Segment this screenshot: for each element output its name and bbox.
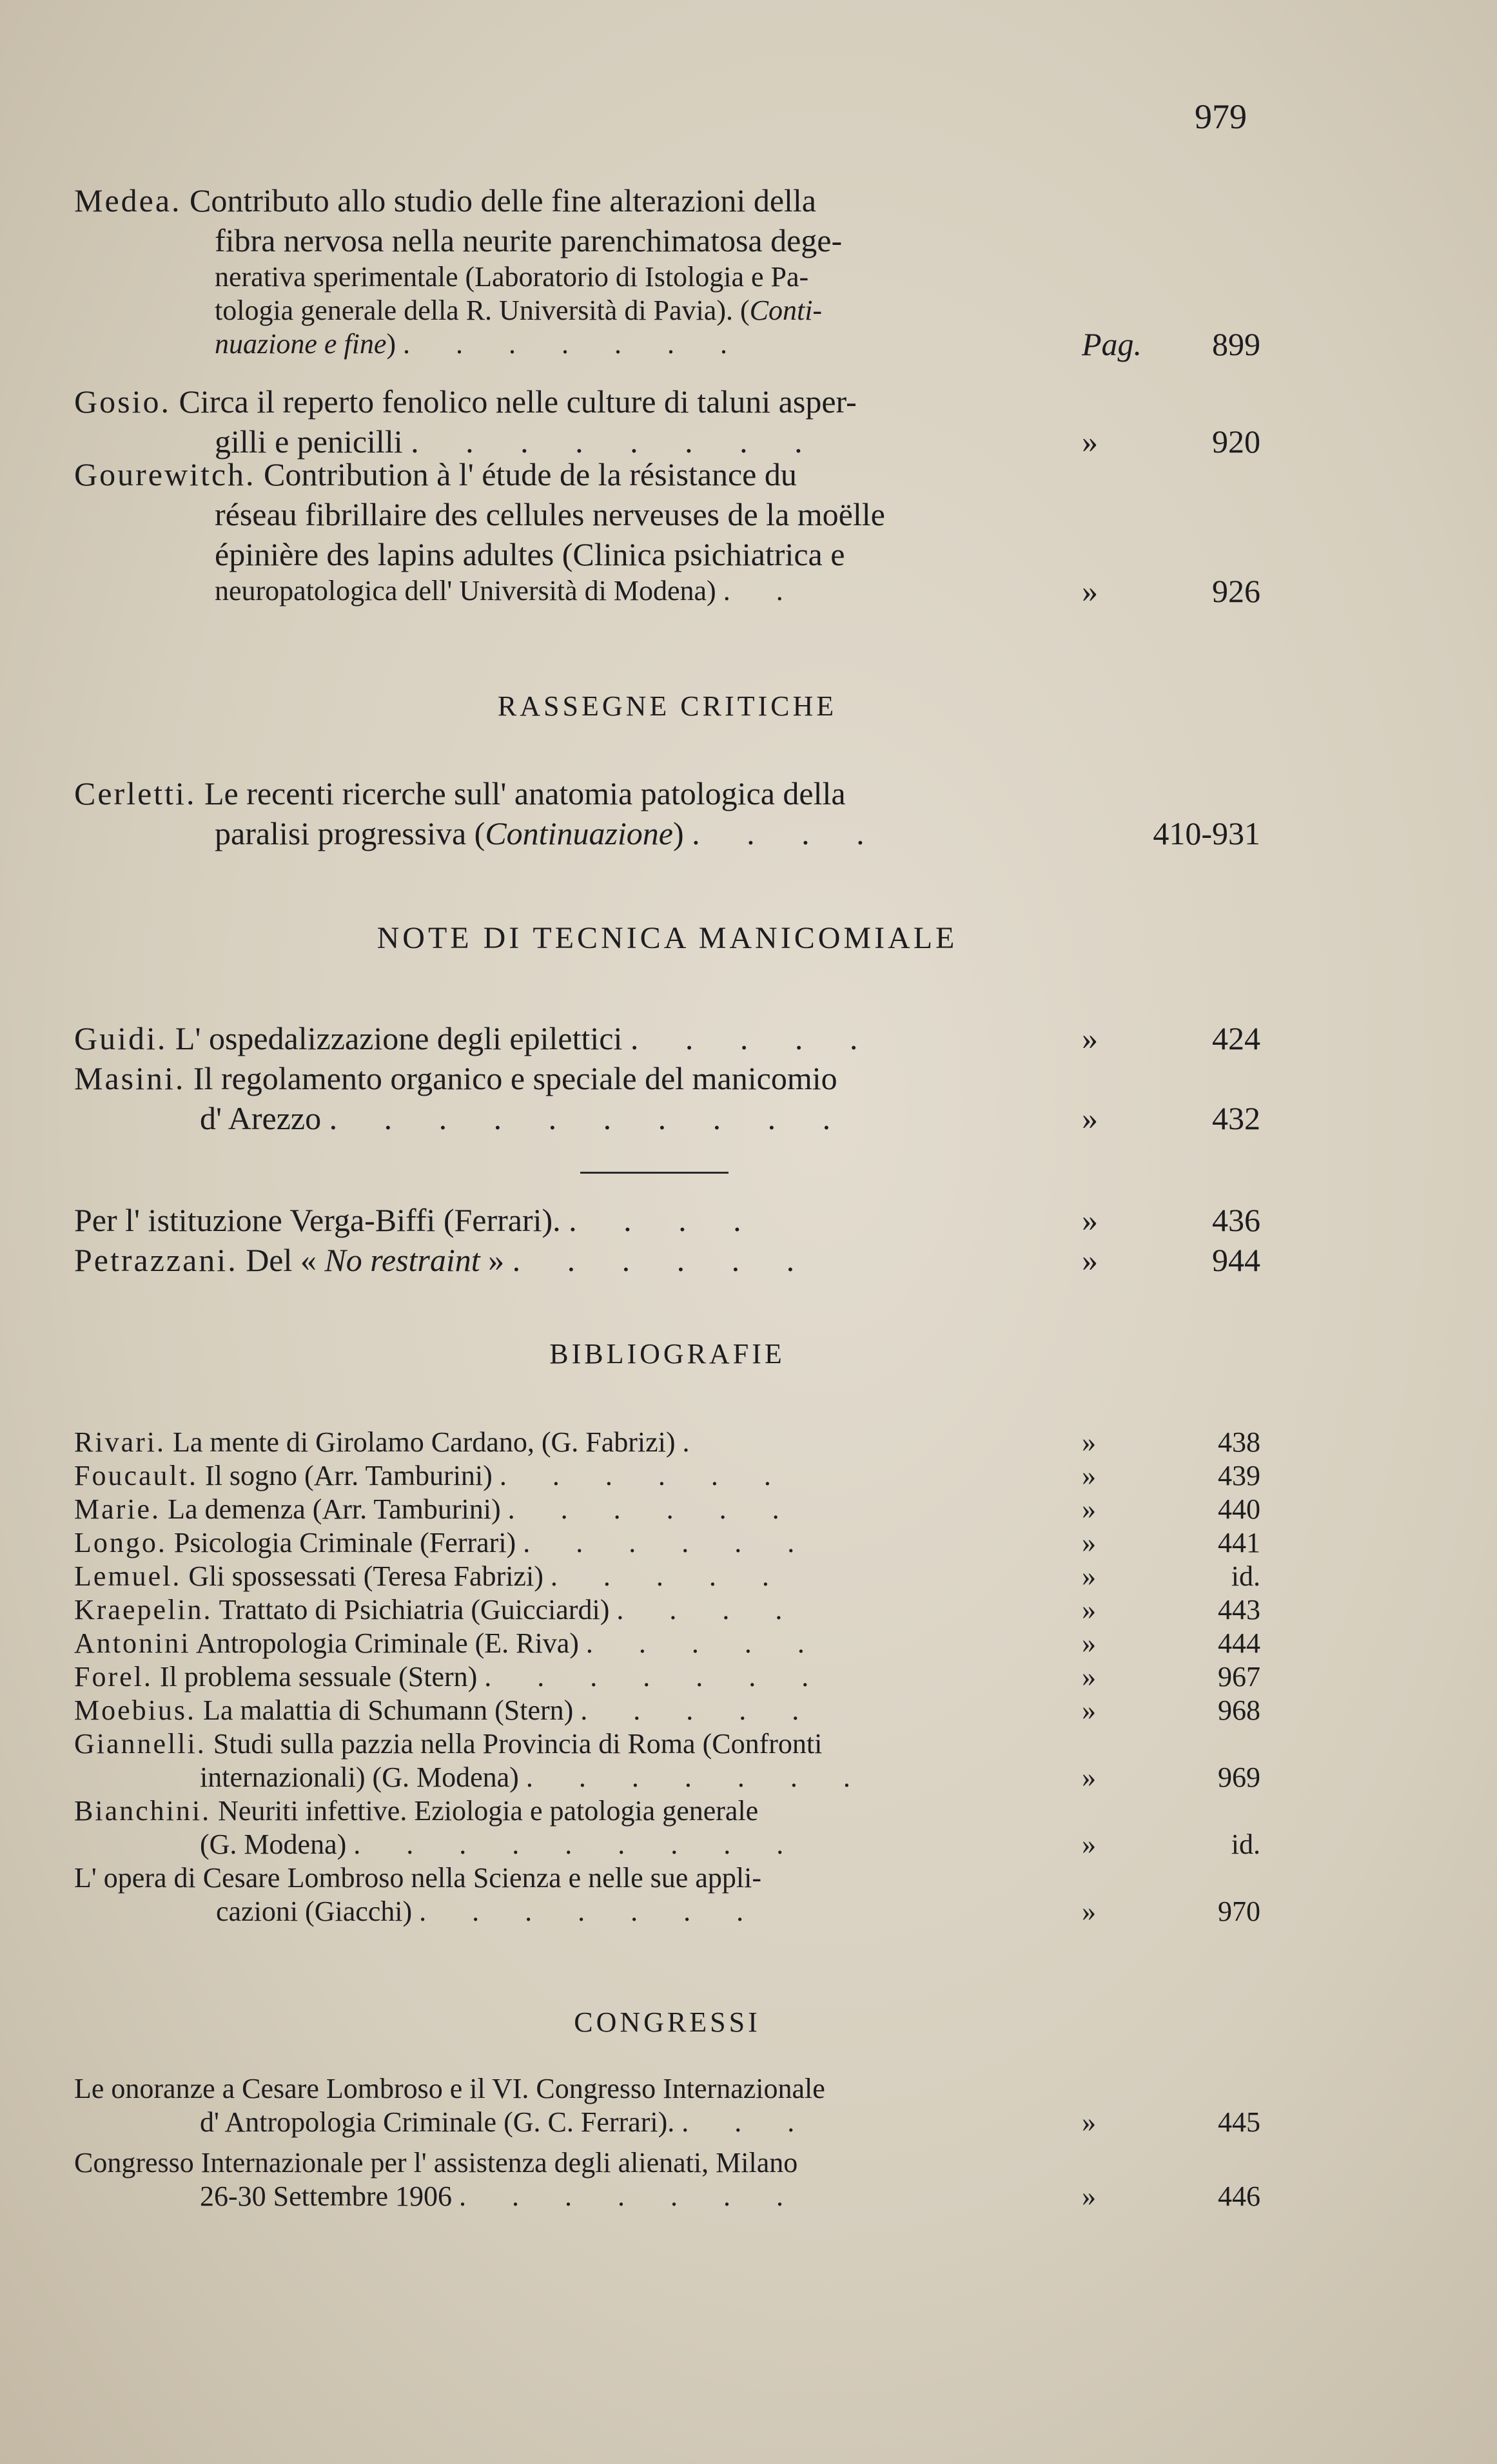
page-ref: 444	[1218, 1627, 1260, 1659]
entry-punct: )	[386, 328, 396, 360]
ditto-mark: »	[1082, 1896, 1096, 1927]
ditto-mark: »	[1082, 1829, 1096, 1860]
entry-italic: Conti-	[749, 295, 823, 326]
entry-title-cont: paralisi progressiva (	[215, 815, 485, 851]
entry-title-cont: fibra nervosa nella neurite parenchimatosa dege-	[215, 222, 843, 258]
page-ref: 969	[1218, 1761, 1260, 1793]
toc-entry-onoranze	[74, 2072, 1260, 2139]
toc-entry-petrazzani	[74, 1240, 1260, 1280]
section-heading-bibliografie: BIBLIOGRAFIE	[549, 1338, 785, 1370]
entry-title-cont: nerativa sperimentale (Laboratorio di Istologia e Pa-	[215, 261, 809, 293]
list-item	[74, 1560, 1260, 1593]
ditto-mark: »	[1082, 1460, 1096, 1491]
entry-title-cont: (G. Modena)	[200, 1829, 347, 1860]
entry-title: Del «	[237, 1242, 325, 1278]
list-item	[74, 1627, 1260, 1660]
ditto-mark: »	[1082, 1100, 1098, 1136]
list-item	[74, 1426, 1260, 1459]
entry-author: Forel.	[74, 1661, 153, 1693]
page-ref: 970	[1218, 1896, 1260, 1927]
leader-dots: . . . .	[569, 1202, 761, 1238]
entry-author: Petrazzani.	[74, 1242, 238, 1278]
leader-dots: . . . . . . .	[419, 1896, 763, 1927]
entry-author: Kraepelin.	[74, 1594, 213, 1625]
entry-author: Cerletti.	[74, 775, 197, 811]
entry-title: La malattia di Schumann (Stern)	[196, 1694, 574, 1726]
entry-title-cont: internazionali) (G. Modena)	[200, 1761, 519, 1793]
page-ref: 920	[1212, 423, 1260, 460]
toc-entry-gourewitch	[74, 454, 1260, 608]
ditto-mark: »	[1082, 1627, 1096, 1659]
entry-title: Per l' istituzione Verga-Biffi (Ferrari).	[74, 1202, 561, 1238]
page-ref: 436	[1212, 1202, 1260, 1238]
entry-title: La mente di Girolamo Cardano, (G. Fabrizi)	[165, 1426, 676, 1458]
entry-title: Studi sulla pazzia nella Provincia di Roma (Confronti	[206, 1728, 823, 1760]
leader-dots: . . . . . . . . . .	[329, 1100, 850, 1136]
ditto-mark: »	[1082, 1761, 1096, 1793]
entry-title-cont: gilli e penicilli	[215, 423, 403, 460]
page-ref: id.	[1231, 1560, 1260, 1592]
leader-dots: . . . . . .	[512, 1242, 814, 1278]
list-item	[74, 1694, 1260, 1727]
ditto-mark: »	[1082, 1661, 1096, 1693]
entry-italic: nuazione e fine	[215, 328, 387, 360]
entry-italic: No restraint	[324, 1242, 480, 1278]
ditto-mark: »	[1082, 1594, 1096, 1625]
page-ref: 440	[1218, 1493, 1260, 1525]
entry-title-cont: cazioni (Giacchi)	[216, 1896, 413, 1927]
entry-author: Longo.	[74, 1527, 167, 1558]
list-item	[74, 1493, 1260, 1526]
entry-title-cont: épinière des lapins adultes (Clinica psichiatrica e	[215, 536, 845, 572]
list-item	[74, 1895, 1260, 1928]
entry-author: Marie.	[74, 1493, 161, 1525]
page-ref: 424	[1212, 1020, 1260, 1056]
section-heading-rassegne: RASSEGNE CRITICHE	[497, 690, 837, 722]
leader-dots: . . . . .	[630, 1020, 877, 1056]
page-ref: 432	[1212, 1100, 1260, 1136]
section-heading-congressi: CONGRESSI	[574, 2006, 761, 2038]
leader-dots: . .	[723, 575, 803, 606]
page-ref: 439	[1218, 1460, 1260, 1491]
leader-dots: . . . . . . . .	[411, 423, 822, 460]
entry-italic: Continuazione	[485, 815, 673, 851]
ditto-mark: »	[1082, 1560, 1096, 1592]
entry-title-cont: d' Antropologia Criminale (G. C. Ferrari).	[200, 2106, 675, 2138]
toc-entry-medea	[74, 180, 1260, 361]
leader-dots: . . . .	[616, 1594, 802, 1625]
divider-rule	[580, 1172, 729, 1174]
list-item	[74, 1593, 1260, 1627]
entry-title: Il sogno (Arr. Tamburini)	[197, 1460, 493, 1491]
entry-title: Neuriti infettive. Eziologia e patologia generale	[211, 1795, 759, 1827]
leader-dots: . . .	[681, 2106, 814, 2138]
leader-dots: . . . . . . . . .	[353, 1829, 803, 1860]
ditto-mark: »	[1082, 1694, 1096, 1726]
entry-title: Il regolamento organico e speciale del manicomio	[185, 1060, 837, 1096]
leader-dots: . . . . .	[580, 1694, 819, 1726]
entry-title: Congresso Internazionale per l' assistenza degli alienati, Milano	[74, 2147, 798, 2178]
entry-title-cont: d' Arezzo	[200, 1100, 322, 1136]
leader-dots: . . . . .	[550, 1560, 788, 1592]
leader-dots: . . . . . .	[499, 1460, 790, 1491]
list-item	[74, 1761, 1260, 1794]
entry-title: Gli spossessati (Teresa Fabrizi)	[181, 1560, 543, 1592]
ditto-mark: »	[1082, 1527, 1096, 1558]
entry-author: Rivari.	[74, 1426, 166, 1458]
leader-dots: . . . . . . .	[525, 1761, 870, 1793]
entry-title: L' ospedalizzazione degli epilettici	[167, 1020, 623, 1056]
leader-dots: . . . . . .	[507, 1493, 799, 1525]
entry-author: Gosio.	[74, 383, 171, 420]
page-ref: 967	[1218, 1661, 1260, 1693]
toc-list-bibliografie	[74, 1426, 1260, 1928]
entry-title: Contributo allo studio delle fine alterazioni della	[181, 182, 816, 218]
ditto-mark: »	[1082, 2180, 1096, 2212]
leader-dots: . . . . . . .	[484, 1661, 828, 1693]
leader-dots: . . . . .	[585, 1627, 824, 1659]
entry-title: Trattato di Psichiatria (Guicciardi)	[212, 1594, 610, 1625]
ditto-mark: »	[1082, 1426, 1096, 1458]
leader-dots: . . . .	[692, 815, 884, 851]
entry-author: Masini.	[74, 1060, 186, 1096]
ditto-mark: »	[1082, 2106, 1096, 2138]
ditto-mark: »	[1082, 1493, 1096, 1525]
page-ref: 968	[1218, 1694, 1260, 1726]
list-item	[74, 1459, 1260, 1493]
entry-author: Foucault.	[74, 1460, 198, 1491]
page-ref: id.	[1231, 1829, 1260, 1860]
entry-title-cont: réseau fibrillaire des cellules nerveuses de la moëlle	[215, 496, 885, 532]
list-item	[74, 1828, 1260, 1861]
list-item	[74, 1794, 1260, 1828]
page-ref: 441	[1218, 1527, 1260, 1558]
page-ref: 899	[1212, 326, 1260, 362]
entry-title: L' opera di Cesare Lombroso nella Scienza e nelle sue appli-	[74, 1862, 761, 1894]
entry-author: Moebius.	[74, 1694, 196, 1726]
list-item	[74, 1526, 1260, 1560]
leader-dots: .	[682, 1426, 709, 1458]
entry-author: Bianchini.	[74, 1795, 211, 1827]
page-ref: 944	[1212, 1242, 1260, 1278]
entry-author: Medea.	[74, 182, 182, 218]
entry-punct: »	[480, 1242, 505, 1278]
ditto-mark: »	[1082, 1242, 1098, 1278]
entry-title: Psicologia Criminale (Ferrari)	[166, 1527, 516, 1558]
toc-entry-cerletti	[74, 773, 1260, 853]
entry-title: Contribution à l' étude de la résistance du	[255, 456, 797, 492]
ditto-mark: »	[1082, 573, 1098, 609]
entry-title-cont: 26-30 Settembre 1906	[200, 2180, 453, 2212]
toc-entry-verga	[74, 1200, 1260, 1240]
entry-author: Antonini	[74, 1627, 191, 1659]
entry-title-cont: neuropatologica dell' Università di Modena)	[215, 575, 716, 606]
toc-entry-gosio	[74, 382, 1260, 461]
toc-entry-guidi	[74, 1018, 1260, 1058]
page-ref: 410-931	[1153, 815, 1260, 851]
entry-author: Guidi.	[74, 1020, 168, 1056]
page-ref: 446	[1218, 2180, 1260, 2212]
list-item	[74, 1861, 1260, 1895]
leader-dots: . . . . . . .	[459, 2180, 803, 2212]
ditto-mark: »	[1082, 1202, 1098, 1238]
leader-dots: . . . . . .	[523, 1527, 814, 1558]
ditto-mark: »	[1082, 423, 1098, 460]
entry-title: Circa il reperto fenolico nelle culture di taluni asper-	[170, 383, 857, 420]
entry-author: Lemuel.	[74, 1560, 182, 1592]
ditto-mark: »	[1082, 1020, 1098, 1056]
entry-author: Gourewitch.	[74, 456, 256, 492]
toc-entry-masini	[74, 1058, 1260, 1138]
entry-author: Giannelli.	[74, 1728, 206, 1760]
list-item	[74, 1727, 1260, 1761]
leader-dots: . . . . . . .	[403, 328, 747, 360]
entry-title-cont: tologia generale della R. Università di Pavia). (	[215, 295, 750, 326]
page-prefix: Pag.	[1082, 326, 1142, 362]
toc-entry-congresso	[74, 2146, 1260, 2213]
entry-title: La demenza (Arr. Tamburini)	[161, 1493, 501, 1525]
page-ref: 926	[1212, 573, 1260, 609]
section-heading-note: NOTE DI TECNICA MANICOMIALE	[377, 921, 958, 955]
page-ref: 445	[1218, 2106, 1260, 2138]
entry-title: Le onoranze a Cesare Lombroso e il VI. Congresso Internazionale	[74, 2073, 825, 2104]
entry-title: Il problema sessuale (Stern)	[152, 1661, 478, 1693]
entry-punct: )	[673, 815, 684, 851]
entry-title: Antropologia Criminale (E. Riva)	[190, 1627, 579, 1659]
page-ref: 438	[1218, 1426, 1260, 1458]
page-ref: 443	[1218, 1594, 1260, 1625]
list-item	[74, 1660, 1260, 1694]
page-number: 979	[1195, 97, 1247, 136]
entry-title: Le recenti ricerche sull' anatomia patologica della	[196, 775, 846, 811]
